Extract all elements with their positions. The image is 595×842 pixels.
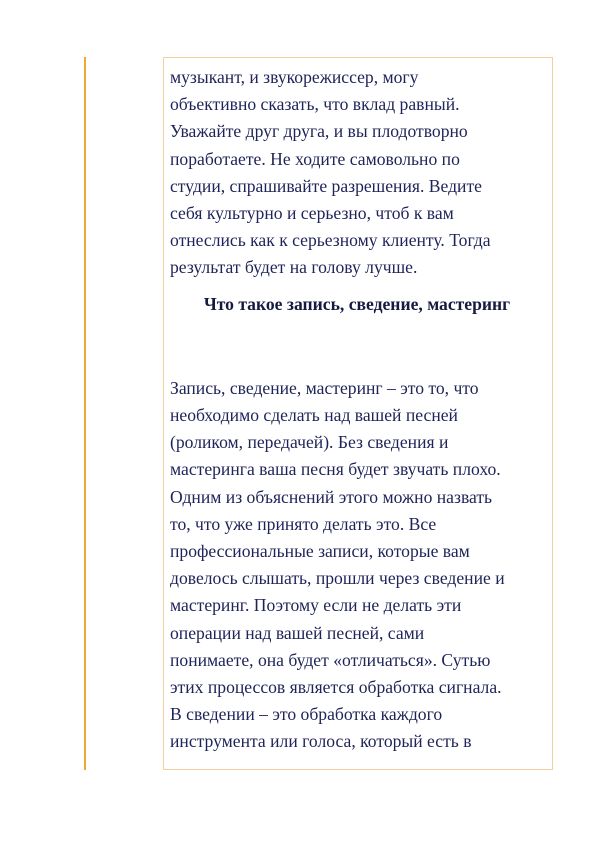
text-line: Уважайте друг друга, и вы плодотворно <box>170 121 468 142</box>
paragraph-2 <box>170 375 544 756</box>
text-line: понимаете, она будет «отличаться». Сутью <box>170 649 491 670</box>
text-line: поработаете. Не ходите самовольно по <box>170 148 460 169</box>
text-line: необходимо сделать над вашей песней <box>170 405 458 426</box>
text-line: операции над вашей песней, сами <box>170 622 425 643</box>
section-heading: Что такое запись, сведение, мастеринг <box>203 293 511 314</box>
text-line: мастеринга ваша песня будет звучать плохо. <box>170 459 501 480</box>
text-line: довелось слышать, прошли через сведение и <box>170 568 505 589</box>
section-spacer <box>170 318 544 375</box>
text-line: себя культурно и серьезно, чтоб к вам <box>170 203 454 224</box>
text-line: (роликом, передачей). Без сведения и <box>170 432 449 453</box>
paragraph-1 <box>170 64 544 282</box>
text-line: этих процессов является обработка сигнала. <box>170 677 502 698</box>
text-line: инструмента или голоса, который есть в <box>170 731 472 752</box>
text-line: результат будет на голову лучше. <box>170 257 418 278</box>
text-line: мастеринг. Поэтому если не делать эти <box>170 595 462 616</box>
text-line: отнеслись как к серьезному клиенту. Тогда <box>170 230 491 251</box>
text-line: студии, спрашивайте разрешения. Ведите <box>170 175 482 196</box>
text-line: Запись, сведение, мастеринг – это то, что <box>170 377 479 398</box>
text-line: Одним из объяснений этого можно назвать <box>170 486 493 507</box>
text-line: то, что уже принято делать это. Все <box>170 513 437 534</box>
left-margin-rule <box>84 57 86 770</box>
text-line: объективно сказать, что вклад равный. <box>170 94 460 115</box>
text-frame <box>163 57 553 770</box>
text-line: музыкант, и звукорежиссер, могу <box>170 67 419 87</box>
text-line: В сведении – это обработка каждого <box>170 704 443 725</box>
text-line: профессиональные записи, которые вам <box>170 541 470 562</box>
